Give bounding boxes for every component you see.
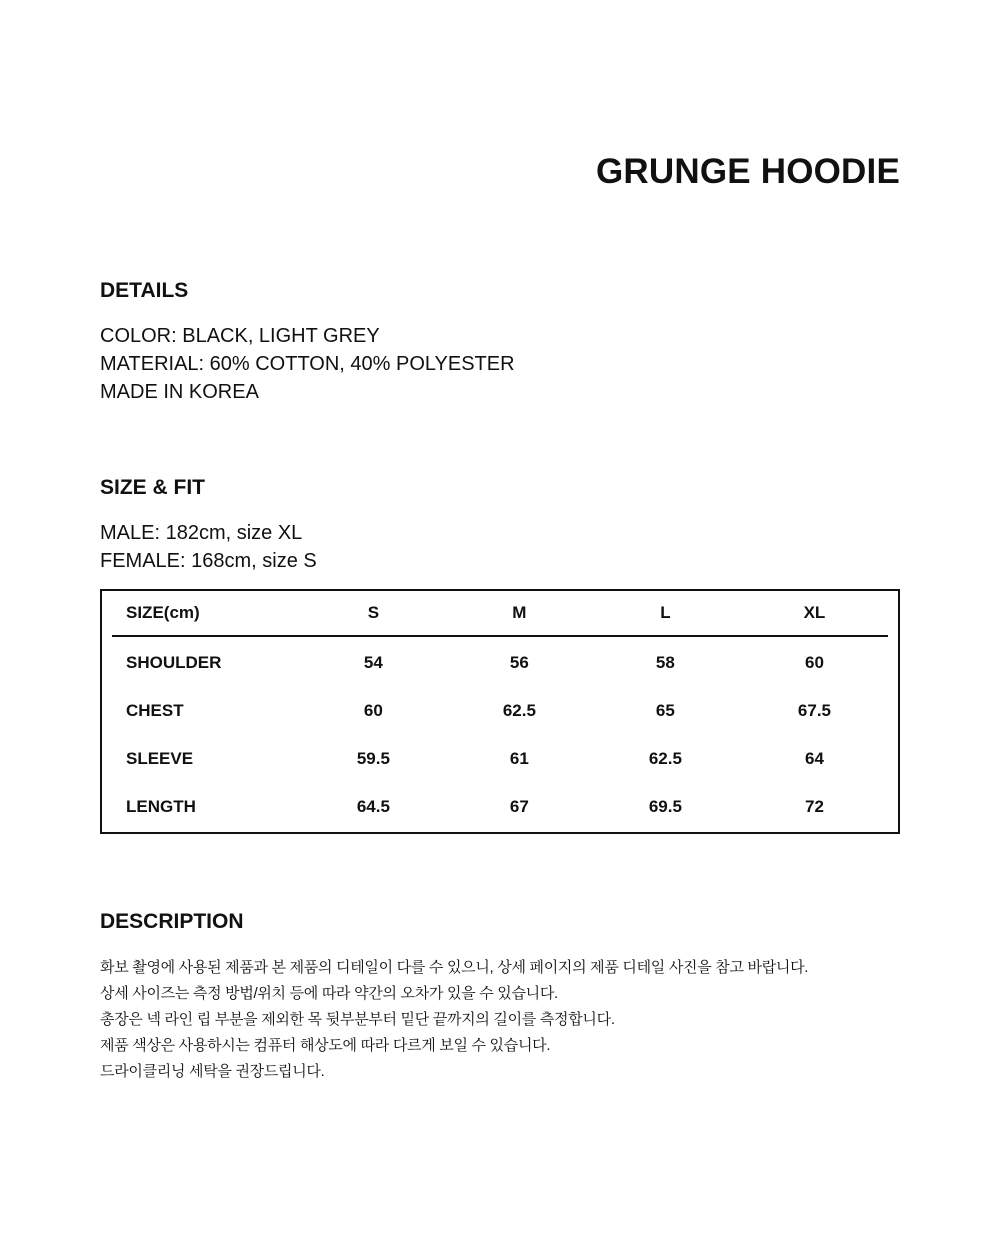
table-row	[112, 735, 888, 783]
table-cell: 61	[509, 749, 529, 768]
table-cell: 64	[805, 749, 824, 768]
table-cell: 62.5	[502, 701, 536, 720]
table-cell: 65	[655, 701, 675, 720]
size-fit-heading: SIZE & FIT	[100, 476, 205, 499]
description-line: 제품 색상은 사용하시는 컴퓨터 해상도에 따라 다르게 보일 수 있습니다.	[100, 1037, 551, 1054]
details-material: MATERIAL: 60% COTTON, 40% POLYESTER	[100, 353, 515, 375]
size-table-header-row	[112, 591, 888, 636]
table-cell: 69.5	[648, 797, 682, 816]
table-cell: 56	[509, 653, 529, 672]
description-list	[100, 955, 808, 1085]
table-cell: 60	[805, 653, 824, 672]
size-fit-male: MALE: 182cm, size XL	[100, 522, 303, 544]
description-line: 드라이클리닝 세탁을 권장드립니다.	[100, 1063, 325, 1080]
details-heading: DETAILS	[100, 279, 189, 302]
table-cell: 59.5	[356, 749, 390, 768]
table-cell: 64.5	[356, 797, 390, 816]
table-cell: 72	[805, 797, 824, 816]
product-title: GRUNGE HOODIE	[595, 152, 900, 191]
size-table-header-m: M	[449, 591, 590, 636]
description-heading: DESCRIPTION	[100, 910, 244, 933]
description-line: 상세 사이즈는 측정 방법/위치 등에 따라 약간의 오차가 있을 수 있습니다.	[100, 985, 558, 1002]
row-label: SLEEVE	[126, 749, 194, 768]
size-fit-female: FEMALE: 168cm, size S	[100, 550, 317, 572]
size-table-header-s: S	[298, 591, 449, 636]
row-label: CHEST	[126, 701, 184, 720]
details-list	[100, 322, 515, 406]
size-table-header-xl: XL	[741, 591, 888, 636]
table-cell: 67	[509, 797, 529, 816]
size-table	[112, 591, 888, 831]
row-label: SHOULDER	[126, 653, 222, 672]
size-fit-list	[100, 519, 317, 575]
description-line: 화보 촬영에 사용된 제품과 본 제품의 디테일이 다를 수 있으니, 상세 페이지의 제품 디테일 사진을 참고 바랍니다.	[100, 959, 809, 976]
description-line: 총장은 넥 라인 립 부분을 제외한 목 뒷부분부터 밑단 끝까지의 길이를 측정합니다.	[100, 1011, 615, 1028]
table-cell: 67.5	[797, 701, 832, 720]
table-cell: 60	[363, 701, 383, 720]
size-table-header-label: SIZE(cm)	[112, 591, 298, 636]
size-table-header-l: L	[590, 591, 741, 636]
table-cell: 62.5	[648, 749, 682, 768]
size-table-frame	[100, 589, 900, 834]
table-cell: 54	[363, 653, 383, 672]
table-row	[112, 783, 888, 831]
row-label: LENGTH	[126, 797, 196, 816]
details-color: COLOR: BLACK, LIGHT GREY	[100, 325, 380, 347]
table-row	[112, 636, 888, 687]
table-row	[112, 687, 888, 735]
table-cell: 58	[655, 653, 675, 672]
details-origin: MADE IN KOREA	[100, 381, 259, 403]
